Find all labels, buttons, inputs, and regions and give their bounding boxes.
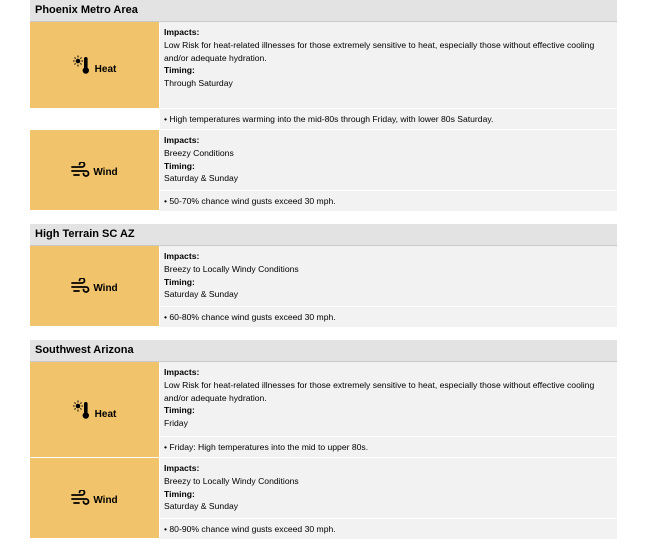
hazard-label: Heat bbox=[94, 64, 117, 75]
timing-text: Saturday & Sunday bbox=[164, 501, 239, 512]
hazard-cell bbox=[30, 22, 160, 108]
heat-icon bbox=[73, 55, 95, 75]
hazard-label: Wind bbox=[93, 495, 118, 506]
timing-text: Through Saturday bbox=[164, 78, 233, 89]
hazard-cell bbox=[30, 458, 160, 538]
forecast-bullet: • Friday: High temperatures into the mid to upper 80s. bbox=[160, 436, 617, 457]
hazard-detail bbox=[160, 458, 617, 539]
forecast-bullet: • 60-80% chance wind gusts exceed 30 mph. bbox=[160, 306, 617, 327]
hazard-detail bbox=[160, 130, 617, 211]
hazard-row bbox=[30, 362, 617, 458]
forecast-bullet: • 50-70% chance wind gusts exceed 30 mph. bbox=[160, 190, 617, 211]
timing-label: Timing: bbox=[164, 65, 195, 76]
region-phoenix-metro bbox=[30, 0, 617, 212]
forecast-bullet: • High temperatures warming into the mid-80s through Friday, with lower 80s Saturday. bbox=[160, 108, 617, 129]
timing-label: Timing: bbox=[164, 488, 195, 499]
hazard-label: Wind bbox=[93, 167, 118, 178]
impacts-text: Low Risk for heat-related illnesses for those extremely sensitive to heat, especially those without effective cooling and/or adequate hydration. bbox=[164, 379, 595, 403]
hazard-row bbox=[30, 246, 617, 328]
impacts-text: Breezy Conditions bbox=[164, 147, 234, 158]
timing-label: Timing: bbox=[164, 405, 195, 416]
timing-text: Saturday & Sunday bbox=[164, 173, 239, 184]
region-southwest-arizona bbox=[30, 340, 617, 540]
hazard-outlook-page bbox=[30, 0, 617, 552]
region-title: Southwest Arizona bbox=[30, 340, 617, 362]
hazard-row bbox=[30, 458, 617, 540]
hazard-label: Heat bbox=[94, 408, 117, 420]
hazard-row bbox=[30, 22, 617, 130]
region-title: High Terrain SC AZ bbox=[30, 224, 617, 246]
impacts-label: Impacts: bbox=[164, 367, 200, 377]
hazard-detail bbox=[160, 22, 617, 129]
hazard-detail bbox=[160, 246, 617, 327]
hazard-cell bbox=[30, 246, 160, 326]
wind-icon bbox=[71, 490, 93, 506]
heat-icon bbox=[73, 400, 95, 420]
timing-text: Friday bbox=[164, 418, 188, 429]
hazard-cell bbox=[30, 130, 160, 210]
timing-label: Timing: bbox=[164, 160, 195, 171]
impacts-label: Impacts: bbox=[164, 463, 200, 473]
hazard-label: Wind bbox=[93, 283, 118, 294]
impacts-label: Impacts: bbox=[164, 27, 200, 37]
hazard-cell bbox=[30, 362, 160, 457]
hazard-detail bbox=[160, 362, 617, 457]
region-high-terrain-sc-az bbox=[30, 224, 617, 328]
impacts-text: Breezy to Locally Windy Conditions bbox=[164, 475, 299, 486]
impacts-label: Impacts: bbox=[164, 251, 200, 261]
wind-icon bbox=[71, 278, 93, 294]
hazard-row bbox=[30, 130, 617, 212]
wind-icon bbox=[71, 162, 93, 178]
timing-label: Timing: bbox=[164, 276, 195, 287]
timing-text: Saturday & Sunday bbox=[164, 289, 239, 300]
impacts-label: Impacts: bbox=[164, 135, 200, 145]
forecast-bullet: • 80-90% chance wind gusts exceed 30 mph. bbox=[160, 518, 617, 539]
impacts-text: Breezy to Locally Windy Conditions bbox=[164, 263, 299, 274]
region-title: Phoenix Metro Area bbox=[30, 0, 617, 22]
impacts-text: Low Risk for heat-related illnesses for those extremely sensitive to heat, especially those without effective cooling and/or adequate hydration. bbox=[164, 39, 595, 63]
